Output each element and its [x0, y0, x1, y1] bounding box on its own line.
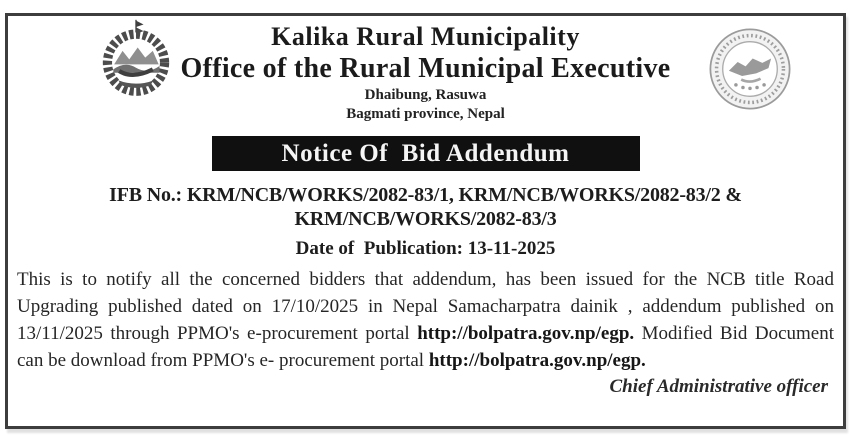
procurement-portal-url-2: http://bolpatra.gov.np/egp.	[428, 350, 646, 371]
procurement-portal-url-1: http://bolpatra.gov.np/egp.	[417, 323, 635, 344]
notice-body-paragraph	[17, 266, 834, 374]
notice-title-banner: Notice Of Bid Addendum	[212, 136, 640, 171]
body-text-segment-1: This is to notify all the concerned bidders that addendum, has been issued for the NCB title Road Upgrading published dated on 17/10/2025 in Nepal Samacharpatra dainik , addendum published on 13/11/2025 through PPMO's e-procurement portal	[17, 269, 834, 344]
office-name: Office of the Rural Municipal Executive	[180, 53, 671, 84]
address-line-1: Dhaibung, Rasuwa	[364, 87, 487, 103]
notice-border-frame	[5, 13, 846, 429]
ifb-number-line-2: KRM/NCB/WORKS/2082-83/3	[294, 208, 557, 230]
nepal-coat-of-arms-icon	[94, 18, 178, 104]
address-line-2: Bagmati province, Nepal	[346, 106, 505, 122]
municipality-seal-icon	[706, 24, 794, 114]
ifb-number-line-1: IFB No.: KRM/NCB/WORKS/2082-83/1, KRM/NCB/WORKS/2082-83/2 &	[109, 184, 742, 206]
municipality-name: Kalika Rural Municipality	[271, 22, 580, 51]
banner-row	[8, 136, 843, 171]
body-text-segment-2: Modified Bid Document can be download from PPMO's e- procurement portal	[17, 323, 834, 371]
publication-date-line: Date of Publication: 13-11-2025	[295, 238, 556, 259]
signature-title: Chief Administrative officer	[609, 376, 828, 397]
